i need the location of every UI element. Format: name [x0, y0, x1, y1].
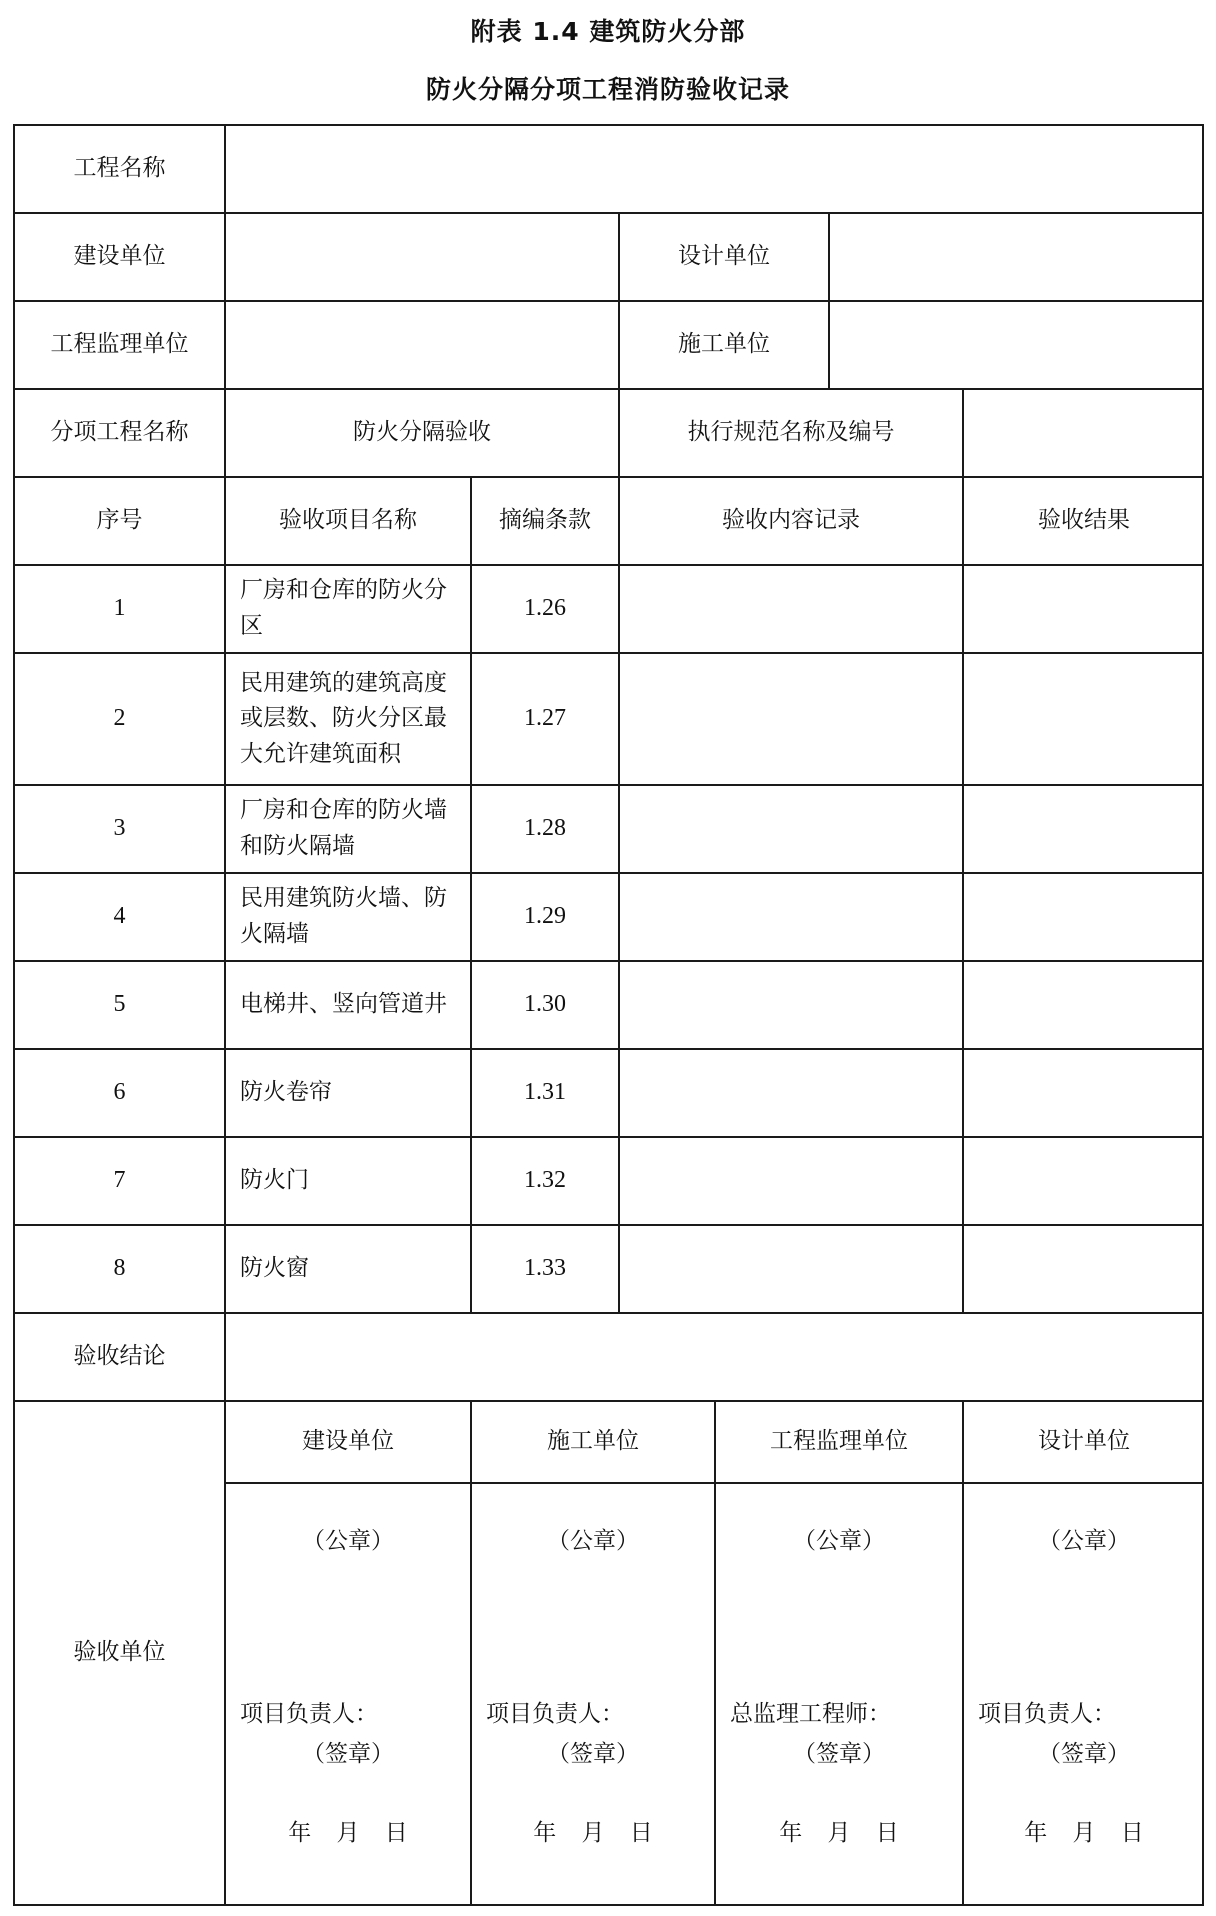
row-item: 民用建筑防火墙、防火隔墙 [224, 872, 470, 960]
row-no: 8 [13, 1224, 224, 1312]
col-header-no: 序号 [13, 476, 224, 564]
col-header-content: 验收内容记录 [618, 476, 962, 564]
row-result-field[interactable] [962, 564, 1204, 652]
table-border-bottom [13, 1904, 1204, 1906]
row-clause: 1.33 [470, 1224, 618, 1312]
unit-name-constructor: 施工单位 [470, 1400, 714, 1482]
sign-date: 年 月 日 [779, 1819, 899, 1846]
signature-block-builder[interactable] [224, 1482, 470, 1904]
col-header-item: 验收项目名称 [224, 476, 470, 564]
unit-name-supervisor: 工程监理单位 [714, 1400, 962, 1482]
row-clause: 1.28 [470, 784, 618, 872]
project-name-field[interactable] [224, 124, 1204, 212]
sign-date: 年 月 日 [288, 1819, 408, 1846]
row-item: 防火卷帘 [224, 1048, 470, 1136]
row-no: 3 [13, 784, 224, 872]
row-content-field[interactable] [618, 1224, 962, 1312]
sub-project-label: 分项工程名称 [13, 388, 224, 476]
row-clause: 1.32 [470, 1136, 618, 1224]
row-clause: 1.26 [470, 564, 618, 652]
constructor-field[interactable] [828, 300, 1204, 388]
row-content-field[interactable] [618, 564, 962, 652]
row-content-field[interactable] [618, 960, 962, 1048]
row-result-field[interactable] [962, 960, 1204, 1048]
designer-label: 设计单位 [618, 212, 828, 300]
row-no: 1 [13, 564, 224, 652]
official-seal-mark: （公章） [793, 1528, 885, 1554]
row-item: 民用建筑的建筑高度或层数、防火分区最大允许建筑面积 [224, 652, 470, 784]
acceptance-label: 验收单位 [13, 1400, 224, 1904]
standard-label: 执行规范名称及编号 [618, 388, 962, 476]
row-content-field[interactable] [618, 652, 962, 784]
col-header-clause: 摘编条款 [470, 476, 618, 564]
row-item: 厂房和仓库的防火分区 [224, 564, 470, 652]
unit-name-designer: 设计单位 [962, 1400, 1204, 1482]
row-item: 厂房和仓库的防火墙和防火隔墙 [224, 784, 470, 872]
supervisor-label: 工程监理单位 [13, 300, 224, 388]
row-result-field[interactable] [962, 1136, 1204, 1224]
form-title: 附表 1.4 建筑防火分部 [470, 17, 746, 46]
official-seal-mark: （公章） [1038, 1528, 1130, 1554]
table-border-right [1202, 124, 1204, 1906]
row-clause: 1.30 [470, 960, 618, 1048]
acceptance-record-table [13, 124, 1204, 1906]
standard-field[interactable] [962, 388, 1204, 476]
signer-role: 项目负责人： [978, 1700, 1116, 1727]
row-item: 电梯井、竖向管道井 [224, 960, 470, 1048]
row-result-field[interactable] [962, 784, 1204, 872]
builder-field[interactable] [224, 212, 618, 300]
signature-stamp-mark: （签章） [547, 1741, 639, 1767]
row-no: 2 [13, 652, 224, 784]
designer-field[interactable] [828, 212, 1204, 300]
constructor-label: 施工单位 [618, 300, 828, 388]
signature-block-constructor[interactable] [470, 1482, 714, 1904]
project-name-label: 工程名称 [13, 124, 224, 212]
row-no: 4 [13, 872, 224, 960]
sign-date: 年 月 日 [533, 1819, 653, 1846]
row-no: 7 [13, 1136, 224, 1224]
row-clause: 1.27 [470, 652, 618, 784]
row-item: 防火窗 [224, 1224, 470, 1312]
col-header-result: 验收结果 [962, 476, 1204, 564]
row-result-field[interactable] [962, 652, 1204, 784]
row-content-field[interactable] [618, 784, 962, 872]
row-content-field[interactable] [618, 1136, 962, 1224]
conclusion-field[interactable] [224, 1312, 1204, 1400]
unit-name-builder: 建设单位 [224, 1400, 470, 1482]
row-result-field[interactable] [962, 1048, 1204, 1136]
row-content-field[interactable] [618, 1048, 962, 1136]
row-item: 防火门 [224, 1136, 470, 1224]
row-clause: 1.31 [470, 1048, 618, 1136]
signature-stamp-mark: （签章） [793, 1741, 885, 1767]
supervisor-field[interactable] [224, 300, 618, 388]
row-no: 6 [13, 1048, 224, 1136]
conclusion-label: 验收结论 [13, 1312, 224, 1400]
row-result-field[interactable] [962, 872, 1204, 960]
signature-stamp-mark: （签章） [1038, 1741, 1130, 1767]
sub-project-value: 防火分隔验收 [224, 388, 618, 476]
signer-role: 总监理工程师： [730, 1700, 891, 1727]
signer-role: 项目负责人： [486, 1700, 624, 1727]
official-seal-mark: （公章） [547, 1528, 639, 1554]
signer-role: 项目负责人： [240, 1700, 378, 1727]
official-seal-mark: （公章） [302, 1528, 394, 1554]
row-clause: 1.29 [470, 872, 618, 960]
row-content-field[interactable] [618, 872, 962, 960]
row-no: 5 [13, 960, 224, 1048]
builder-label: 建设单位 [13, 212, 224, 300]
signature-block-supervisor[interactable] [714, 1482, 962, 1904]
signature-block-designer[interactable] [962, 1482, 1204, 1904]
row-result-field[interactable] [962, 1224, 1204, 1312]
signature-stamp-mark: （签章） [302, 1741, 394, 1767]
form-subtitle: 防火分隔分项工程消防验收记录 [425, 75, 790, 104]
sign-date: 年 月 日 [1024, 1819, 1144, 1846]
